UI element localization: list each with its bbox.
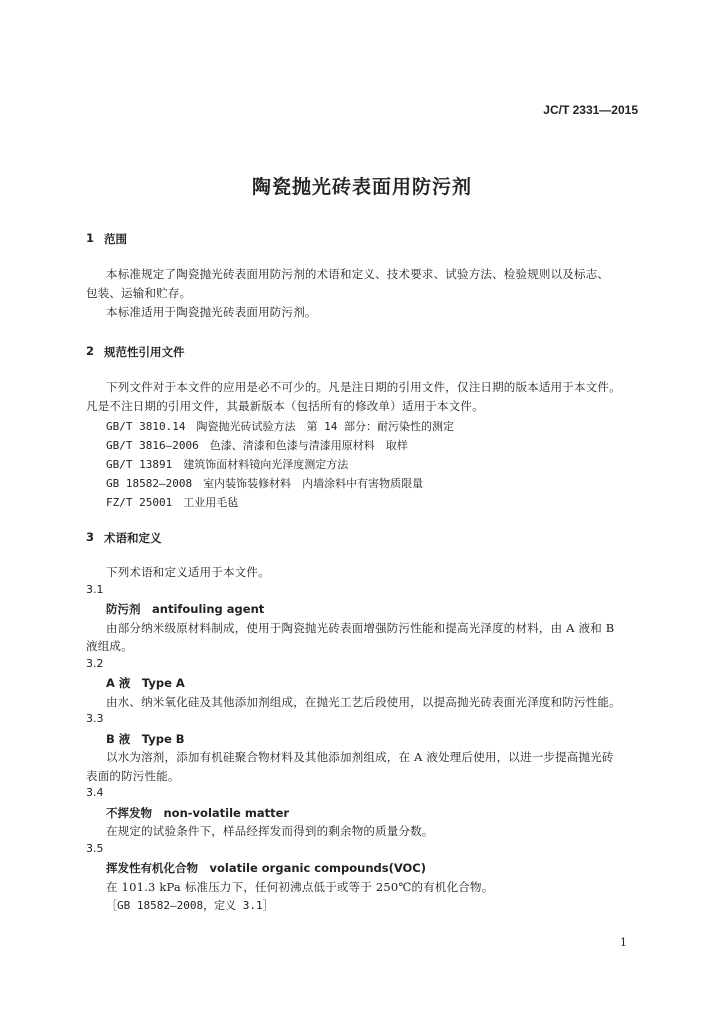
definition-line: 由水、纳米氧化硅及其他添加剂组成，在抛光工艺后段使用，以提高抛光砖表面光泽度和防污性能。 [106,695,621,709]
term-title: 挥发性有机化合物 volatile organic compounds(VOC) [106,861,427,875]
term-number: 3.3 [86,712,104,725]
definition-line: 液组成。 [86,639,133,653]
reference-item: GB/T 13891 建筑饰面材料镜向光泽度测定方法 [106,458,349,471]
paragraph-line: 本标准规定了陶瓷抛光砖表面用防污剂的术语和定义、技术要求、试验方法、检验规则以及标志、 [106,267,610,281]
section-2-number: 2 [86,344,95,358]
reference-item: GB/T 3816—2006 色漆、清漆和色漆与清漆用原材料 取样 [106,439,408,452]
section-3-heading: 术语和定义 [104,531,162,545]
reference-item: FZ/T 25001 工业用毛毡 [106,496,239,509]
paragraph-line: 下列术语和定义适用于本文件。 [106,565,270,579]
section-2-heading: 规范性引用文件 [104,345,185,359]
section-1-number: 1 [86,231,95,245]
term-title: B 液 Type B [106,732,185,746]
term-title: A 液 Type A [106,676,185,690]
definition-line: 表面的防污性能。 [86,769,180,783]
page-title: 陶瓷抛光砖表面用防污剂 [251,176,472,198]
term-number: 3.2 [86,657,104,670]
term-number: 3.4 [86,786,104,799]
paragraph-line: 凡是不注日期的引用文件，其最新版本（包括所有的修改单）适用于本文件。 [86,399,484,413]
term-title: 防污剂 antifouling agent [106,602,265,616]
paragraph-line: 下列文件对于本文件的应用是必不可少的。凡是注日期的引用文件，仅注日期的版本适用于本文件。 [106,380,621,394]
definition-line: 以水为溶剂，添加有机硅聚合物材料及其他添加剂组成，在 A 液处理后使用，以进一步提高抛光砖 [106,750,614,764]
reference-item: GB/T 3810.14 陶瓷抛光砖试验方法 第 14 部分：耐污染性的测定 [106,420,454,433]
definition-line: 由部分纳米级原材料制成，使用于陶瓷抛光砖表面增强防污性能和提高光泽度的材料，由 A 液和 B [106,621,615,635]
term-number: 3.1 [86,583,104,596]
definition-line: 在 101.3 kPa 标准压力下，任何初沸点低于或等于 250℃的有机化合物。 [106,880,494,894]
paragraph-line: 包装、运输和贮存。 [86,286,192,300]
section-1-heading: 范围 [104,232,127,246]
section-3-number: 3 [86,530,95,544]
definition-line: 在规定的试验条件下，样品经挥发而得到的剩余物的质量分数。 [106,824,434,838]
reference-item: GB 18582—2008 室内装饰装修材料 内墙涂料中有害物质限量 [106,477,424,490]
definition-source: ［GB 18582—2008，定义 3.1］ [106,899,274,912]
standard-code: JC/T 2331—2015 [543,103,638,117]
term-number: 3.5 [86,842,104,855]
term-title: 不挥发物 non-volatile matter [106,806,290,820]
page-number: 1 [620,936,627,949]
paragraph-line: 本标准适用于陶瓷抛光砖表面用防污剂。 [106,305,317,319]
